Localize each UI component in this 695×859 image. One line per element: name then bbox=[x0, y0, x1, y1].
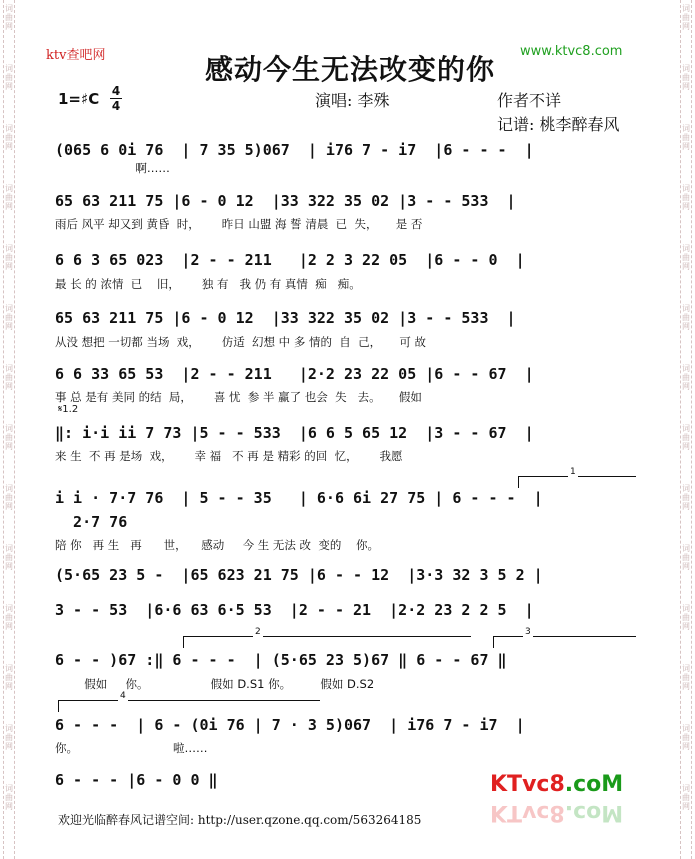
margin-watermark: 词 曲 网 bbox=[682, 544, 690, 571]
notation-row: 3 - - 53 |6·6 63 6·5 53 |2 - - 21 |2·2 23 2 2 5 | bbox=[55, 601, 534, 619]
ktvc8-logo-reflection: KTvc8.coM bbox=[490, 800, 624, 825]
left-margin-strip bbox=[3, 0, 15, 859]
notation-row: ‖: i·i ii 7 73 |5 - - 533 |6 6 5 65 12 |3 - - 67 | bbox=[55, 424, 534, 442]
volta-hook bbox=[58, 700, 59, 712]
margin-watermark: 词 曲 网 bbox=[5, 724, 13, 751]
lyric-row: 雨后 风平 却又到 黄昏 时， 昨日 山盟 海 誓 清晨 已 失， 是 否 bbox=[55, 217, 423, 231]
notation-row: 65 63 211 75 |6 - 0 12 |33 322 35 02 |3 - - 533 | bbox=[55, 309, 516, 327]
lyric-row: 事 总 是有 美同 的结 局， 喜 忧 参 半 赢了 也会 失 去。 假如 bbox=[55, 390, 422, 404]
notation-row: 6 - - - |6 - 0 0 ‖ bbox=[55, 771, 218, 789]
margin-watermark: 词 曲 网 bbox=[5, 424, 13, 451]
margin-watermark: 词 曲 网 bbox=[5, 784, 13, 811]
lyric-row: 假如 你。 假如 D.S1 你。 假如 D.S2 bbox=[55, 677, 375, 691]
key-signature: 1=♯C bbox=[58, 90, 100, 108]
right-margin-strip bbox=[680, 0, 692, 859]
notation-row: 6 6 3 65 023 |2 - - 211 |2 2 3 22 05 |6 - - 0 | bbox=[55, 251, 525, 269]
volta-bracket: 2 bbox=[183, 636, 471, 637]
lyric-row: 最 长 的 浓情 已 旧， 独 有 我 仍 有 真情 痴 痴。 bbox=[55, 277, 361, 291]
volta-hook bbox=[183, 636, 184, 648]
lyric-row: 来 生 不 再 是场 戏， 幸 福 不 再 是 精彩 的回 忆， 我愿 bbox=[55, 449, 403, 463]
margin-watermark: 词 曲 网 bbox=[5, 604, 13, 631]
notation-row: 6 6 33 65 53 |2 - - 211 |2·2 23 22 05 |6 - - 67 | bbox=[55, 365, 534, 383]
margin-watermark: 词 曲 网 bbox=[682, 184, 690, 211]
margin-watermark: 词 曲 网 bbox=[5, 244, 13, 271]
margin-watermark: 词 曲 网 bbox=[682, 304, 690, 331]
notation-row: 2·7 76 bbox=[55, 513, 128, 531]
footer-link-text: 欢迎光临醉春风记谱空间: http://user.qzone.qq.com/563264185 bbox=[58, 813, 422, 827]
margin-watermark: 词 曲 网 bbox=[5, 4, 13, 31]
margin-watermark: 词 曲 网 bbox=[682, 664, 690, 691]
margin-watermark: 词 曲 网 bbox=[5, 304, 13, 331]
song-title: 感动今生无法改变的你 bbox=[205, 53, 496, 86]
notation-row: 6 - - )67 :‖ 6 - - - | (5·65 23 5)67 ‖ 6 - - 67 ‖ bbox=[55, 651, 507, 669]
lyric-row: 啊…… bbox=[55, 161, 170, 175]
volta-bracket: 3 bbox=[493, 636, 636, 637]
margin-watermark: 词 曲 网 bbox=[682, 124, 690, 151]
singer-credit: 演唱: 李殊 bbox=[315, 91, 390, 110]
volta-bracket: 4 bbox=[58, 700, 320, 701]
notation-row: 65 63 211 75 |6 - 0 12 |33 322 35 02 |3 - - 533 | bbox=[55, 192, 516, 210]
margin-watermark: 词 曲 网 bbox=[682, 424, 690, 451]
ktvc8-logo: KTvc8.coM bbox=[490, 772, 624, 797]
transcriber-credit: 记谱: 桃李醉春风 bbox=[497, 115, 620, 134]
site-url-right: www.ktvc8.com bbox=[520, 44, 623, 59]
margin-watermark: 词 曲 网 bbox=[682, 724, 690, 751]
segno-mark: 𝄋1.2 bbox=[58, 404, 79, 415]
lyric-row: 陪 你 再 生 再 世， 感动 今 生 无法 改 变的 你。 bbox=[55, 538, 379, 552]
margin-watermark: 词 曲 网 bbox=[682, 64, 690, 91]
margin-watermark: 词 曲 网 bbox=[682, 364, 690, 391]
margin-watermark: 词 曲 网 bbox=[682, 604, 690, 631]
volta-bracket: 1 bbox=[518, 476, 636, 477]
margin-watermark: 词 曲 网 bbox=[682, 244, 690, 271]
margin-watermark: 词 曲 网 bbox=[5, 664, 13, 691]
notation-row: (5·65 23 5 - |65 623 21 75 |6 - - 12 |3·3 32 3 5 2 | bbox=[55, 566, 543, 584]
time-signature: 4 4 bbox=[111, 84, 121, 113]
volta-hook bbox=[493, 636, 494, 648]
margin-watermark: 词 曲 网 bbox=[5, 64, 13, 91]
volta-hook bbox=[518, 476, 519, 488]
notation-row: 6 - - - | 6 - (0i 76 | 7 · 3 5)067 | i76 7 - i7 | bbox=[55, 716, 525, 734]
composer-credit: 作者不详 bbox=[497, 91, 562, 110]
margin-watermark: 词 曲 网 bbox=[682, 784, 690, 811]
margin-watermark: 词 曲 网 bbox=[5, 364, 13, 391]
margin-watermark: 词 曲 网 bbox=[5, 124, 13, 151]
lyric-row: 从没 想把 一切都 当场 戏， 仿适 幻想 中 多 情的 自 己， 可 故 bbox=[55, 335, 427, 349]
margin-watermark: 词 曲 网 bbox=[5, 544, 13, 571]
lyric-row: 你。 啦…… bbox=[55, 741, 208, 755]
notation-row: (065 6 0i 76 | 7 35 5)067 | i76 7 - i7 |6 - - - | bbox=[55, 141, 534, 159]
site-name-left: ktv查吧网 bbox=[46, 48, 106, 63]
margin-watermark: 词 曲 网 bbox=[682, 484, 690, 511]
margin-watermark: 词 曲 网 bbox=[682, 4, 690, 31]
margin-watermark: 词 曲 网 bbox=[5, 484, 13, 511]
notation-row: i i · 7·7 76 | 5 - - 35 | 6·6 6i 27 75 | 6 - - - | bbox=[55, 489, 543, 507]
margin-watermark: 词 曲 网 bbox=[5, 184, 13, 211]
